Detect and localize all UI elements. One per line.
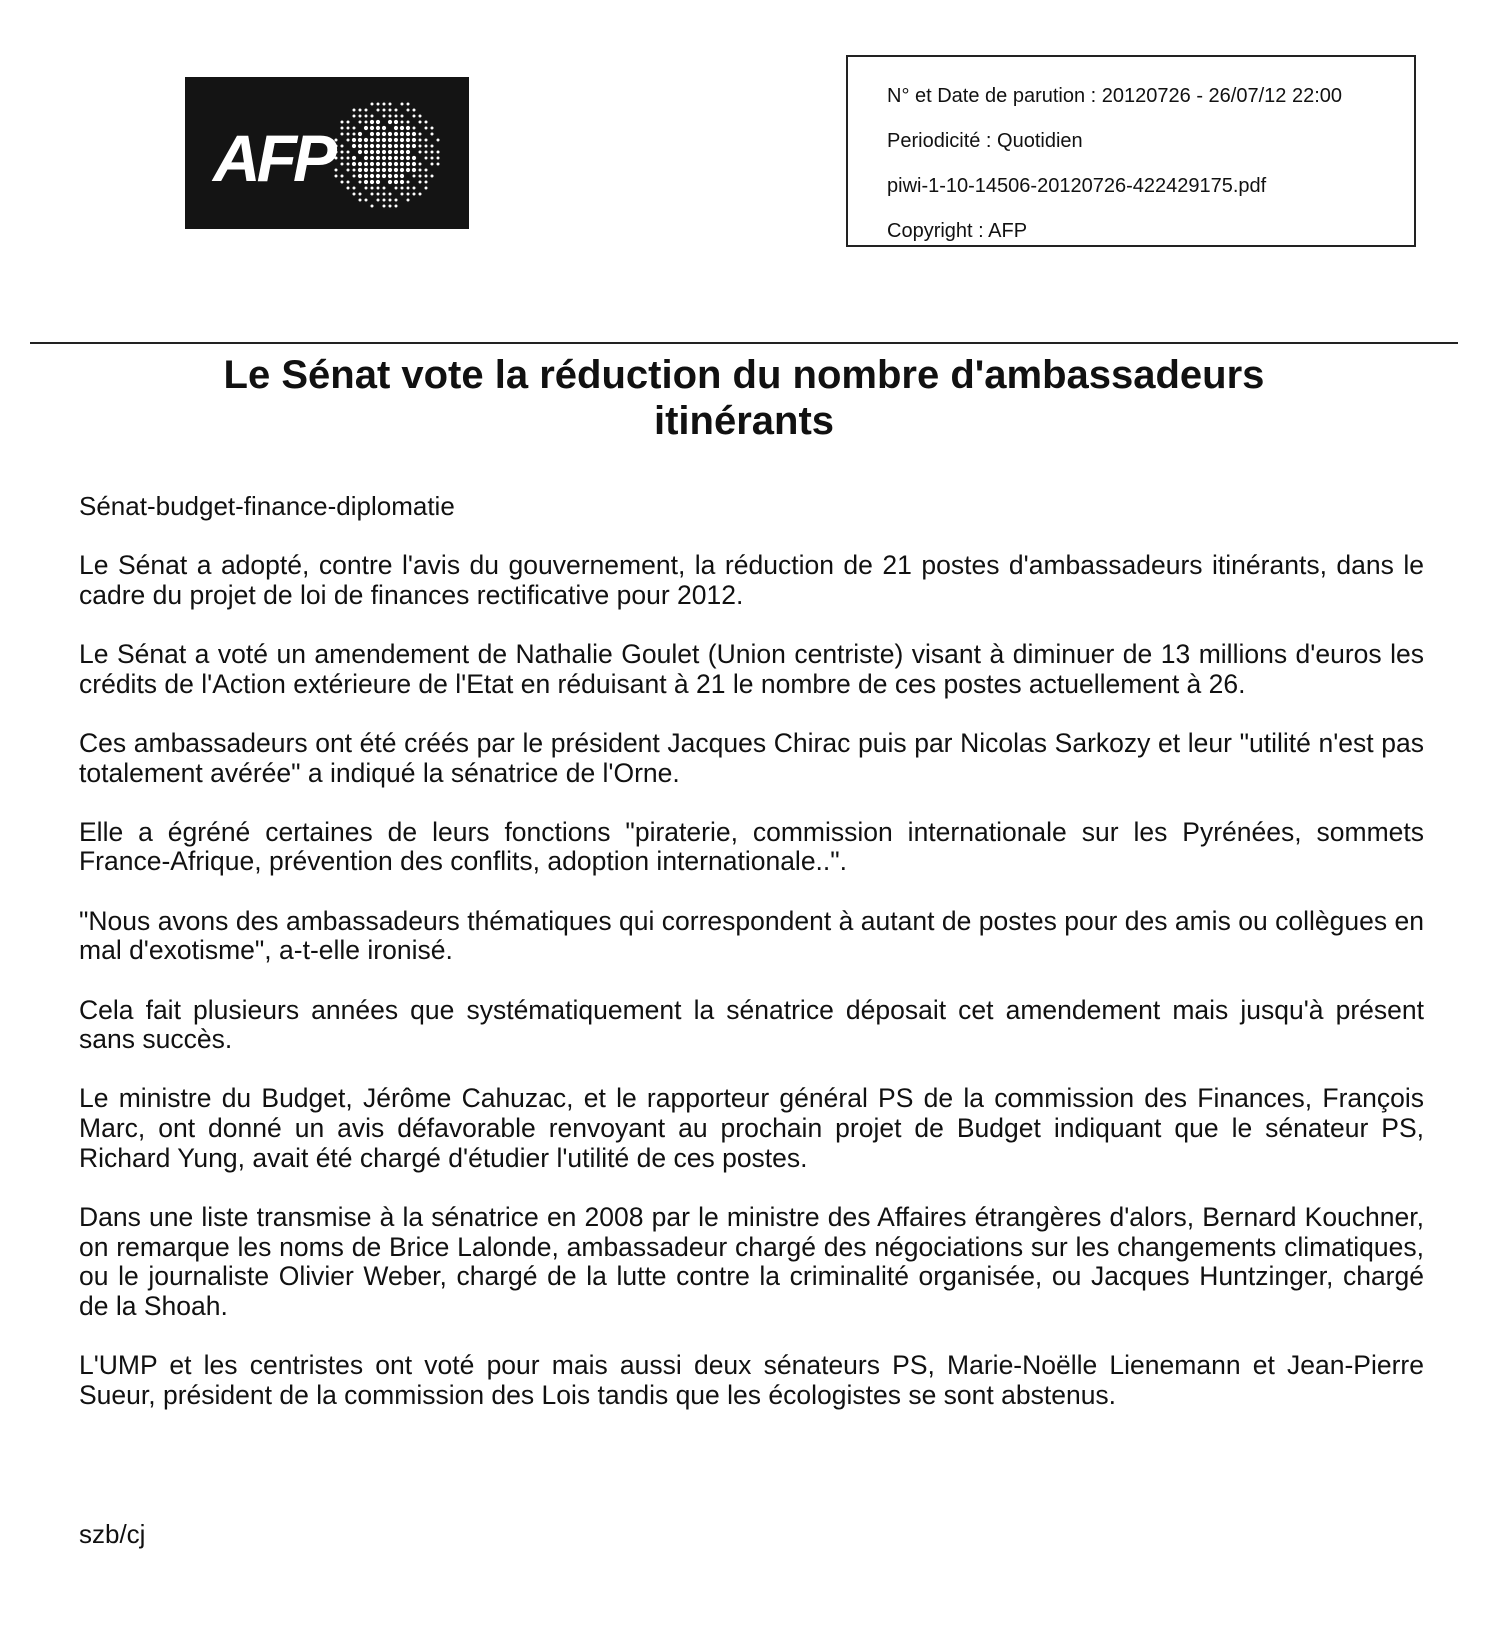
globe-dot [370,132,374,136]
globe-dot [376,144,380,148]
globe-dot [419,133,422,136]
globe-dot [353,187,356,190]
globe-dot [377,103,380,106]
globe-dot [431,163,434,166]
globe-dot [341,127,344,130]
globe-dot [365,109,368,112]
globe-dot [364,156,368,160]
globe-dot [382,126,386,130]
afp-logo [185,77,469,229]
globe-dot [431,151,434,154]
globe-dot [383,109,386,112]
globe-dot [388,156,392,160]
article-paragraph: Cela fait plusieurs années que systématiquement la sénatrice déposait cet amendement mais jusqu'à présent sans succès. [79,994,1424,1055]
globe-dot [389,205,392,208]
publication-date: N° et Date de parution : 20120726 - 26/07/12 22:00 [887,85,1342,107]
globe-dot [377,109,380,112]
globe-dot [364,174,368,178]
globe-dot [370,126,374,130]
globe-dot [359,199,362,202]
globe-dot [353,109,356,112]
article-title-line-2: itinérants [653,399,835,443]
globe-dot [395,115,398,118]
globe-dot [425,139,428,142]
globe-dot [377,187,380,190]
globe-dot [358,150,362,154]
globe-dot [347,133,350,136]
globe-dot [365,199,368,202]
globe-dot [365,121,368,124]
globe-dot [437,163,440,166]
globe-dot [395,205,398,208]
globe-dot [401,193,404,196]
globe-dot [376,138,380,142]
globe-dot [383,103,386,106]
globe-dot [353,175,356,178]
globe-dot [382,138,386,142]
globe-dot [394,150,398,154]
globe-dot [376,174,380,178]
publication-info-box [846,55,1416,247]
globe-dot [394,138,398,142]
article-paragraph: Le Sénat a adopté, contre l'avis du gouvernement, la réduction de 21 postes d'ambassadeurs itinérants, dans le cadre du projet de loi de finances rectificative pour 2012. [79,550,1424,610]
globe-dot [365,115,368,118]
globe-dot [353,133,356,136]
globe-dot [394,162,398,166]
article-paragraph: Dans une liste transmise à la sénatrice en 2008 par le ministre des Affaires étrangères d'alors, Bernard Kouchner, on remarque les noms de Brice Lalonde, ambassadeur chargé des négociations sur les changements climatiques, ou le journaliste Olivier Weber, chargé de la lutte contre la criminalité organisée, ou Jacques Huntzinger, chargé de la Shoah. [79,1202,1424,1322]
globe-dot [394,144,398,148]
globe-dot [370,138,374,142]
globe-dot [388,144,392,148]
globe-dot [341,181,344,184]
globe-dot [406,150,410,154]
afp-logo-mark [185,77,469,229]
author-signature: szb/cj [79,1519,146,1549]
globe-dot [335,145,338,148]
globe-dot [364,138,368,142]
globe-dot [394,156,398,160]
globe-dot [401,115,404,118]
globe-dot [347,181,350,184]
globe-dot [413,187,416,190]
globe-dot [347,157,350,160]
globe-dot [370,120,374,124]
globe-dot [431,157,434,160]
globe-dot [335,151,338,154]
globe-dot [395,199,398,202]
globe-dot [341,157,344,160]
article-paragraph: Elle a égréné certaines de leurs fonctions "piraterie, commission internationale sur les Pyrénées, sommets France-Afrique, prévention des conflits, adoption internationale..". [79,816,1424,877]
globe-dot [353,193,356,196]
globe-dot [388,132,392,136]
article-paragraph: Le ministre du Budget, Jérôme Cahuzac, et le rapporteur général PS de la commission des Finances, François Marc, ont donné un avis défavorable renvoyant au prochain projet de Budget indiquant que le sénateur PS, Richard Yung, avait été chargé d'étudier l'utilité de ces postes. [79,1083,1424,1173]
globe-dot [370,156,374,160]
globe-dot [377,199,380,202]
globe-dot [394,180,398,184]
globe-dot [358,162,362,166]
globe-dot [341,163,344,166]
globe-dot [413,175,416,178]
globe-dot [389,103,392,106]
globe-dot [419,145,422,148]
globe-dot [376,120,380,124]
globe-dot [382,174,386,178]
globe-dot [370,180,374,184]
globe-dot [400,138,404,142]
globe-dot [364,168,368,172]
copyright: Copyright : AFP [887,220,1028,242]
globe-dot [431,127,434,130]
header-divider [30,342,1458,344]
globe-dot [335,175,338,178]
globe-dot [437,157,440,160]
article-slug: Sénat-budget-finance-diplomatie [79,491,455,521]
globe-dot [347,121,350,124]
globe-dot [382,168,386,172]
globe-dot [376,150,380,154]
globe-dot [394,126,398,130]
globe-dot [383,187,386,190]
article-title [30,352,1458,444]
afp-logo-wordmark: AFP [213,121,333,195]
globe-dot [419,139,422,142]
globe-dot [371,205,374,208]
globe-dot [431,133,434,136]
globe-dot [407,109,410,112]
globe-dot [412,156,416,160]
globe-dot [394,174,398,178]
globe-dot [364,144,368,148]
globe-dot [425,127,428,130]
globe-dot [388,150,392,154]
globe-dot [419,193,422,196]
globe-dot [412,138,416,142]
globe-dot [389,199,392,202]
globe-dot [347,127,350,130]
globe-dot [359,115,362,118]
globe-dot [407,103,410,106]
globe-dot [382,150,386,154]
globe-dot [401,187,404,190]
globe-dot [365,187,368,190]
globe-dot [388,138,392,142]
file-name: piwi-1-10-14506-20120726-422429175.pdf [887,175,1267,197]
globe-dot [347,169,350,172]
globe-dots-icon [335,103,440,208]
globe-dot [364,180,368,184]
globe-dot [412,162,416,166]
article-paragraph: L'UMP et les centristes ont voté pour mais aussi deux sénateurs PS, Marie-Noëlle Lienemann et Jean-Pierre Sueur, président de la commission des Lois tandis que les écologistes se sont abstenus. [79,1350,1424,1411]
globe-dot [425,121,428,124]
globe-dot [413,109,416,112]
globe-dot [413,115,416,118]
globe-dot [358,168,362,172]
globe-dot [341,121,344,124]
globe-dot [395,109,398,112]
globe-dot [412,132,416,136]
globe-dot [388,162,392,166]
globe-dot [359,181,362,184]
article-body [79,551,1424,1440]
globe-dot [341,151,344,154]
globe-dot [400,144,404,148]
globe-dot [383,205,386,208]
globe-dot [335,139,338,142]
globe-dot [395,187,398,190]
globe-dot [425,169,428,172]
globe-dot [358,174,362,178]
globe-dot [335,169,338,172]
globe-dot [341,133,344,136]
globe-dot [419,175,422,178]
globe-dot [401,121,404,124]
globe-dot [419,151,422,154]
globe-dot [419,115,422,118]
globe-dot [352,162,356,166]
globe-dot [341,175,344,178]
globe-dot [335,157,338,160]
globe-dot [383,115,386,118]
globe-dot [358,138,362,142]
globe-dot [358,144,362,148]
globe-dot [347,151,350,154]
globe-dot [341,145,344,148]
globe-dot [394,120,398,124]
globe-dot [364,126,368,130]
globe-dot [400,132,404,136]
globe-dot [347,139,350,142]
periodicity: Periodicité : Quotidien [887,130,1083,152]
globe-dot [382,144,386,148]
globe-dot [419,181,422,184]
globe-dot [347,187,350,190]
globe-dot [400,126,404,130]
globe-dot [389,109,392,112]
globe-dot [400,174,404,178]
globe-dot [388,180,392,184]
globe-dot [419,169,422,172]
globe-dot [431,145,434,148]
globe-dot [431,175,434,178]
globe-dot [413,193,416,196]
globe-dot [425,175,428,178]
globe-dot [377,193,380,196]
globe-dot [437,139,440,142]
globe-dot [406,168,410,172]
globe-dot [376,180,380,184]
globe-dot [376,132,380,136]
globe-dot [412,144,416,148]
globe-dot [371,103,374,106]
globe-dot [371,193,374,196]
globe-dot [383,199,386,202]
globe-dot [425,145,428,148]
globe-dot [364,162,368,166]
globe-dot [419,121,422,124]
globe-dot [388,120,392,124]
globe-dot [400,180,404,184]
globe-dot [359,193,362,196]
globe-dot [352,138,356,142]
globe-dot [425,187,428,190]
globe-dot [353,169,356,172]
globe-dot [406,162,410,166]
globe-dot [389,115,392,118]
globe-dot [425,151,428,154]
globe-dot [407,121,410,124]
globe-dot [389,193,392,196]
globe-dot [388,174,392,178]
globe-dot [376,156,380,160]
globe-dot [382,156,386,160]
globe-dot [401,103,404,106]
globe-dot [394,132,398,136]
globe-dot [407,193,410,196]
globe-dot [406,156,410,160]
globe-dot [376,126,380,130]
globe-dot [425,157,428,160]
globe-dot [352,144,356,148]
globe-dot [370,168,374,172]
globe-dot [359,121,362,124]
globe-dot [407,187,410,190]
globe-dot [352,156,356,160]
globe-dot [412,168,416,172]
globe-dot [370,174,374,178]
globe-dot [382,132,386,136]
globe-dot [406,126,410,130]
globe-dot [400,162,404,166]
globe-dot [376,162,380,166]
globe-dot [358,132,362,136]
article-paragraph: Ces ambassadeurs ont été créés par le président Jacques Chirac puis par Nicolas Sarkozy et leur "utilité n'est pas totalement avérée" a indiqué la sénatrice de l'Orne. [79,727,1424,788]
article-title-line-1: Le Sénat vote la réduction du nombre d'ambassadeurs [223,353,1265,397]
globe-dot [376,168,380,172]
globe-dot [413,127,416,130]
globe-dot [407,199,410,202]
globe-dot [370,150,374,154]
globe-dot [437,151,440,154]
globe-dot [364,150,368,154]
globe-dot [353,115,356,118]
article-paragraph: Le Sénat a voté un amendement de Nathalie Goulet (Union centriste) visant à diminuer de 13 millions d'euros les crédits de l'Action extérieure de l'Etat en réduisant à 21 le nombre de ces postes actuellement à 26. [79,638,1424,699]
globe-dot [400,156,404,160]
globe-dot [406,132,410,136]
globe-dot [400,150,404,154]
globe-dot [406,138,410,142]
globe-dot [394,168,398,172]
globe-dot [359,109,362,112]
article-paragraph: "Nous avons des ambassadeurs thématiques qui correspondent à autant de postes pour des amis ou collègues en mal d'exotisme", a-t-elle ironisé. [79,905,1424,966]
globe-dot [371,115,374,118]
globe-dot [382,162,386,166]
globe-dot [371,187,374,190]
globe-dot [388,168,392,172]
globe-dot [406,144,410,148]
globe-dot [347,163,350,166]
globe-dot [383,193,386,196]
globe-dot [370,144,374,148]
globe-dot [370,162,374,166]
globe-dot [425,181,428,184]
globe-dot [400,168,404,172]
globe-dot [353,127,356,130]
globe-dot [407,181,410,184]
globe-dot [419,163,422,166]
